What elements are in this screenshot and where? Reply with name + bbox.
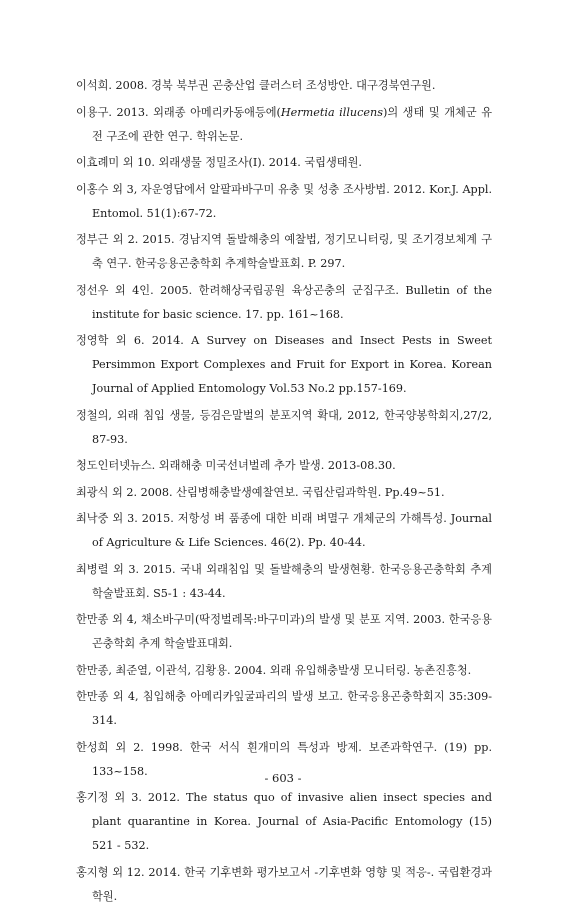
reference-item: 홍지형 외 12. 2014. 한국 기후변화 평가보고서 -기후변화 영향 및 적응-. 국립환경과학원. bbox=[76, 865, 492, 903]
reference-item bbox=[76, 101, 492, 149]
reference-item: 최광식 외 2. 2008. 산림병해충발생예찰연보. 국립산림과학원. Pp.49~51. bbox=[76, 485, 445, 499]
reference-item: 홍기정 외 3. 2012. The status quo of invasive alien insect species and plant quarantine in Korea. Journal of Asia-Pacific Entomology (15) 521 - 532. bbox=[76, 791, 492, 852]
reference-item: 한만종 외 4, 침입해충 아메리카잎굴파리의 발생 보고. 한국응용곤충학회지 35:309-314. bbox=[76, 690, 492, 727]
reference-text: 이용구. 2013. 외래종 아메리카동애등에( bbox=[76, 105, 281, 119]
reference-item: 최낙중 외 3. 2015. 저항성 벼 품종에 대한 비래 벼멸구 개체군의 가해특성. Journal of Agriculture & Life Sciences. 46(2). Pp. 40-44. bbox=[76, 512, 492, 549]
reference-item: 정철의, 외래 침입 생물, 등검은말벌의 분포지역 확대, 2012, 한국양봉학회지,27/2, 87-93. bbox=[76, 408, 492, 446]
reference-item: 정영학 외 6. 2014. A Survey on Diseases and Insect Pests in Sweet Persimmon Export Complexes and Fruit for Export in Korea. Korean Journal of Applied Entomology Vol.53 No.2 pp.157-169. bbox=[76, 334, 492, 395]
reference-item: 정부근 외 2. 2015. 경남지역 돌발해충의 예찰법, 정기모니터링, 및 조기경보체계 구축 연구. 한국응용곤충학회 추계학술발표회. P. 297. bbox=[76, 233, 492, 270]
reference-item: 최병렬 외 3. 2015. 국내 외래침입 및 돌발해충의 발생현황. 한국응용곤충학회 추계학술발표회. S5-1 : 43-44. bbox=[76, 562, 492, 600]
reference-item: 이석희. 2008. 경북 북부권 곤충산업 클러스터 조성방안. 대구경북연구원. bbox=[76, 79, 436, 92]
reference-item: 이홍수 외 3, 자운영답에서 알팔파바구미 유충 및 성충 조사방법. 2012. Kor.J. Appl. Entomol. 51(1):67-72. bbox=[76, 182, 492, 220]
reference-item: 이효례미 외 10. 외래생물 정밀조사(I). 2014. 국립생태원. bbox=[76, 156, 362, 169]
reference-item: 한성희 외 2. 1998. 한국 서식 흰개미의 특성과 방제. 보존과학연구. (19) pp. 133~158. bbox=[76, 740, 492, 778]
reference-item: 한만종 외 4, 채소바구미(딱정벌레목:바구미과)의 발생 및 분포 지역. 2003. 한국응용곤충학회 추계 학술발표대회. bbox=[76, 613, 492, 650]
reference-item: 한만종, 최준열, 이관석, 김황용. 2004. 외래 유입해충발생 모니터링. 농촌진흥청. bbox=[76, 663, 472, 677]
reference-text: )의 생태 및 개체군 유전 구조에 관한 연구. 학위논문. bbox=[92, 105, 492, 143]
reference-item: 청도인터넷뉴스. 외래해충 미국선녀벌레 추가 발생. 2013-08.30. bbox=[76, 459, 396, 472]
reference-item: 정선우 외 4인. 2005. 한려해상국립공원 육상곤충의 군집구조. Bulletin of the institute for basic science. 17. pp. 161~168. bbox=[76, 283, 492, 321]
page-number: - 603 - bbox=[264, 771, 302, 785]
reference-list bbox=[76, 74, 492, 911]
species-name: Hermetia illucens bbox=[280, 105, 383, 119]
